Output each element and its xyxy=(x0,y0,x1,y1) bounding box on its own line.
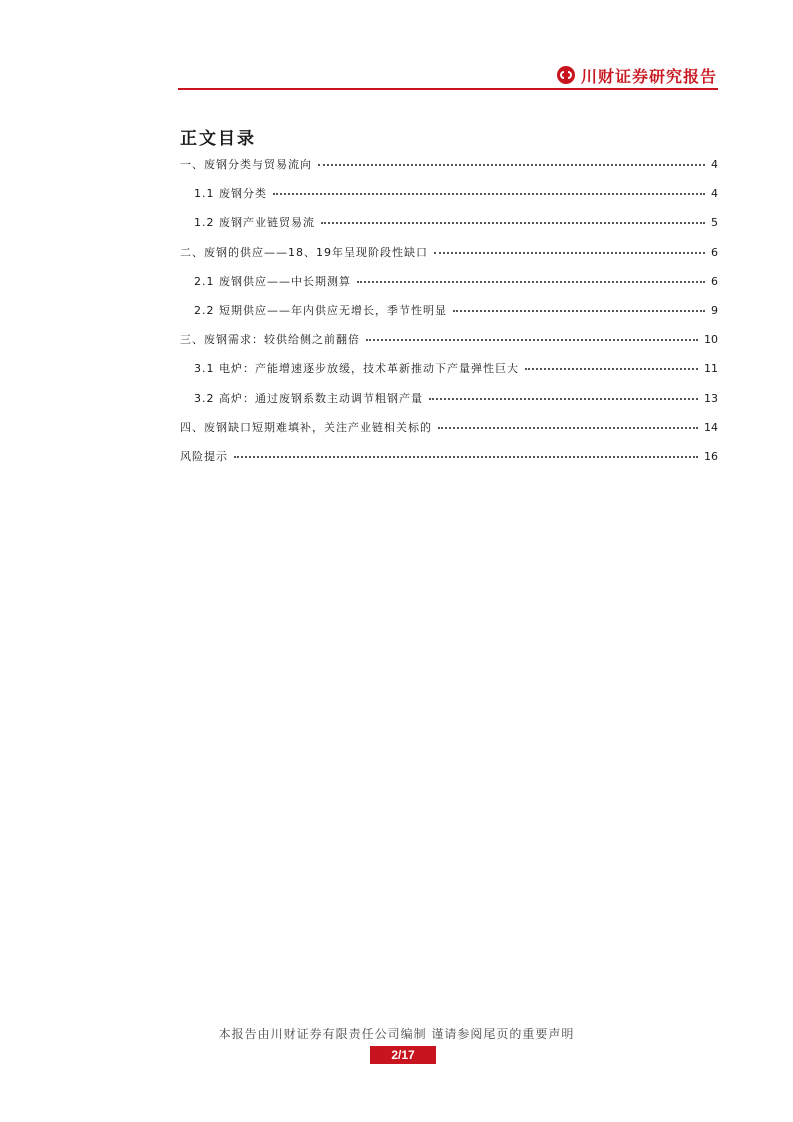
toc-entry-page: 4 xyxy=(711,158,718,171)
toc-entry-label: 一、废钢分类与贸易流向 xyxy=(180,158,312,171)
footer-statement: 本报告由川财证券有限责任公司编制 谨请参阅尾页的重要声明 xyxy=(218,1027,575,1041)
toc-leader-dots xyxy=(438,419,698,429)
toc-entry-page: 13 xyxy=(704,391,718,405)
toc-entry-page: 6 xyxy=(711,245,718,259)
toc-leader-dots xyxy=(366,331,698,341)
toc-entry-label: 1.1 废钢分类 xyxy=(194,187,267,201)
toc-entry-label: 2.1 废钢供应——中长期测算 xyxy=(194,274,351,288)
toc-entry-page: 10 xyxy=(704,333,718,347)
toc-entry-label: 二、废钢的供应——18、19年呈现阶段性缺口 xyxy=(180,245,428,259)
toc-leader-dots xyxy=(525,360,698,370)
toc-entry-label: 2.2 短期供应——年内供应无增长，季节性明显 xyxy=(194,303,447,317)
toc-list xyxy=(180,156,718,477)
toc-entry[interactable] xyxy=(180,302,718,331)
toc-entry-page: 14 xyxy=(704,420,718,434)
toc-leader-dots xyxy=(321,214,705,224)
toc-entry[interactable] xyxy=(180,214,718,243)
toc-entry[interactable] xyxy=(180,360,718,389)
toc-entry[interactable] xyxy=(180,331,718,360)
toc-entry-label: 四、废钢缺口短期难填补，关注产业链相关标的 xyxy=(180,420,432,434)
toc-entry[interactable] xyxy=(180,448,718,477)
toc-entry[interactable] xyxy=(180,419,718,448)
toc-entry[interactable] xyxy=(180,185,718,214)
toc-entry-page: 6 xyxy=(711,274,718,288)
brand-name: 川财证券研究报告 xyxy=(580,66,717,86)
toc-leader-dots xyxy=(234,448,698,458)
toc-entry-page: 9 xyxy=(711,303,718,317)
toc-entry-page: 5 xyxy=(711,216,718,230)
toc-entry[interactable] xyxy=(180,244,718,273)
toc-entry-label: 3.1 电炉：产能增速逐步放缓，技术革新推动下产量弹性巨大 xyxy=(194,362,519,376)
page-number-badge: 2/17 xyxy=(370,1046,436,1064)
toc-entry-page: 11 xyxy=(704,362,718,376)
toc-title: 正文目录 xyxy=(180,129,256,149)
toc-entry-page: 16 xyxy=(704,449,718,463)
toc-leader-dots xyxy=(453,302,705,312)
toc-entry[interactable] xyxy=(180,390,718,419)
toc-leader-dots xyxy=(434,244,705,254)
toc-entry-label: 3.2 高炉：通过废钢系数主动调节粗钢产量 xyxy=(194,391,423,405)
toc-entry-label: 风险提示 xyxy=(180,449,228,463)
toc-entry[interactable] xyxy=(180,156,718,185)
header-rule xyxy=(178,88,718,90)
chuancai-logo-icon xyxy=(557,66,575,84)
toc-entry[interactable] xyxy=(180,273,718,302)
toc-entry-label: 三、废钢需求：较供给侧之前翻倍 xyxy=(180,333,360,347)
toc-entry-page: 4 xyxy=(711,187,718,201)
toc-leader-dots xyxy=(357,273,705,283)
toc-leader-dots xyxy=(318,156,705,166)
toc-entry-label: 1.2 废钢产业链贸易流 xyxy=(194,216,315,230)
header-brand xyxy=(557,64,717,86)
toc-leader-dots xyxy=(429,390,698,400)
toc-leader-dots xyxy=(273,185,705,195)
